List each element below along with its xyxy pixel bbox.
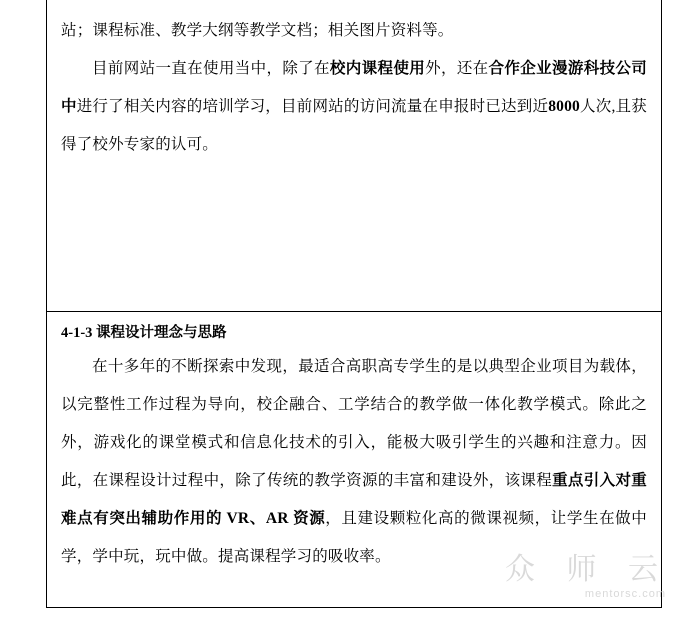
watermark-sub-text: mentorsc.com: [584, 588, 666, 600]
table-cell-bottom: [47, 312, 661, 608]
run-text: 人次,且获得了校外专家的认可。: [61, 98, 647, 153]
section-heading: 4-1-3 课程设计理念与思路: [61, 325, 227, 341]
paragraph-website-usage: [61, 50, 647, 164]
watermark-main-text: 众 师 云: [505, 553, 670, 586]
run-text: 外，还在: [425, 60, 489, 77]
run-text: ，且建设颗粒化高的微课视频，让学生在做中学，学中玩，玩中做。提高课程学习的吸收率。: [61, 510, 647, 565]
table-cell-top: [47, 0, 661, 312]
run-bold-campus-course: 校内课程使用: [329, 60, 426, 77]
run-text: 进行了相关内容的培训学习，目前网站的访问流量在申报时已达到近: [76, 98, 549, 115]
document-table: [46, 0, 662, 608]
run-bold-visit-count: 8000: [548, 98, 581, 115]
right-margin: [662, 0, 688, 625]
run-text: 在十多年的不断探索中发现，最适合高职高专学生的是以典型企业项目为载体，以完整性工作过程为导向，校企融合、工学结合的教学做一体化教学模式。除此之外，游戏化的课堂模式和信息化技术的引入，能极大吸引学生的兴趣和注意力。因此，在课程设计过程中，除了传统的教学资源的丰富和建设外，该课程: [61, 358, 647, 489]
run-bold-vr-ar: 重点引入对重难点有突出辅助作用的 VR、AR 资源: [61, 472, 648, 527]
run-bold-partner-company: 合作企业漫游科技公司中: [61, 60, 647, 115]
run-text: 目前网站一直在使用当中，除了在: [92, 60, 330, 77]
paragraph-continuation: 站；课程标准、教学大纲等教学文档；相关图片资料等。: [61, 22, 454, 39]
paragraph-design-concept: [61, 348, 647, 576]
left-margin: [0, 0, 46, 625]
